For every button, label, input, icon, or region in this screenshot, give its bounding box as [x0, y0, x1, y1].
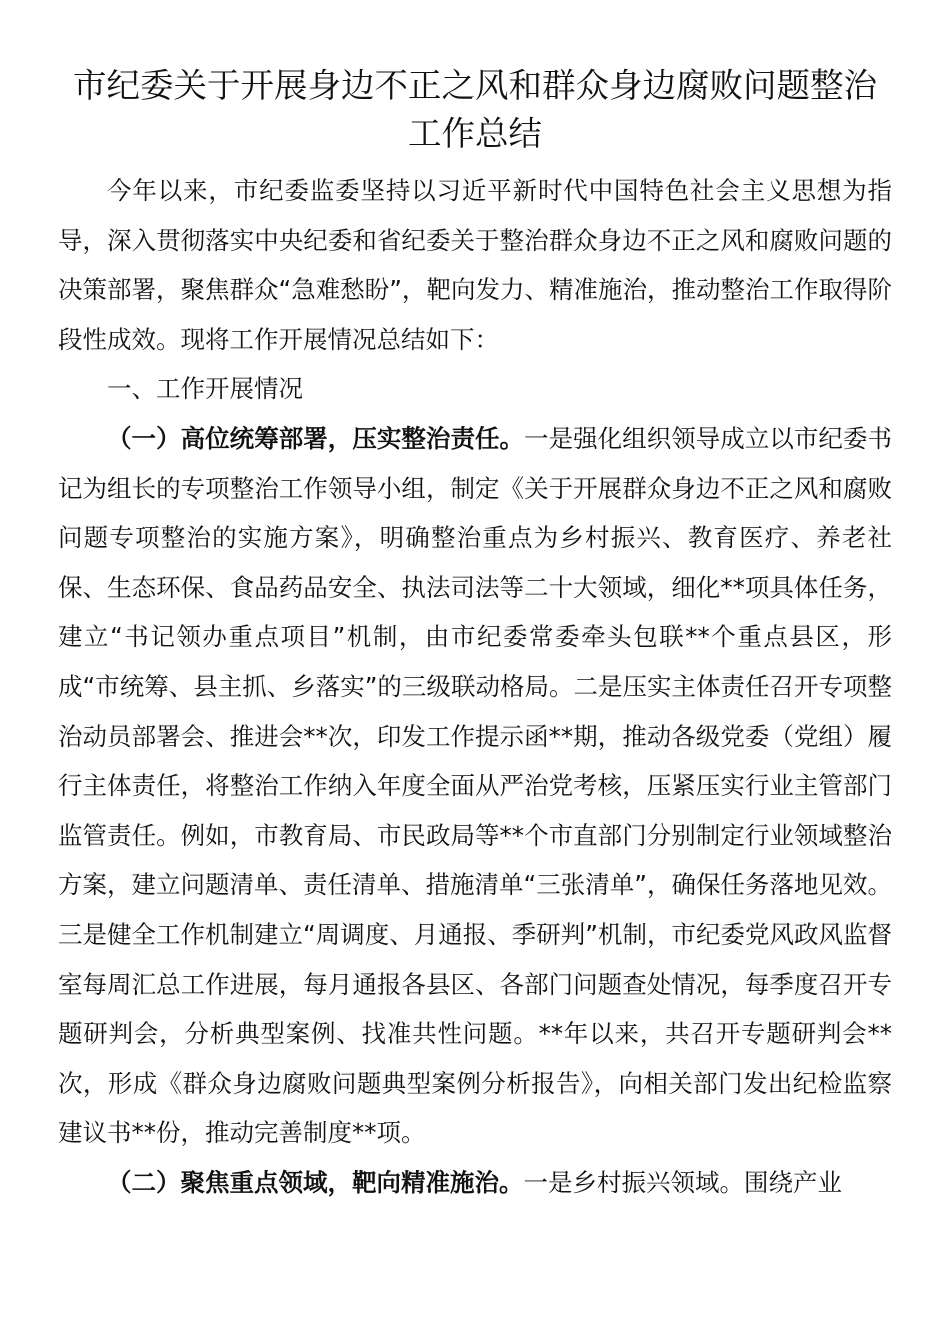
document-page: [58, 62, 892, 1207]
document-title: 市纪委关于开展身边不正之风和群众身边腐败问题整治工作总结: [73, 66, 877, 153]
part-1-lead: （一）高位统筹部署，压实整治责任。: [107, 423, 525, 453]
part-1-body: 一是强化组织领导成立以市纪委书记为组长的专项整治工作领导小组，制定《关于开展群众身边不正之风和腐败问题专项整治的实施方案》，明确整治重点为乡村振兴、教育医疗、养老社保、生态环保、食品药品安全、执法司法等二十大领域，细化**项具体任务，建立“书记领办重点项目”机制，由市纪委常委牵头包联**个重点县区，形成“市统筹、县主抓、乡落实”的三级联动格局。二是压实主体责任召开专项整治动员部署会、推进会**次，印发工作提示函**期，推动各级党委（党组）履行主体责任，将整治工作纳入年度全面从严治党考核，压紧压实行业主管部门监管责任。例如，市教育局、市民政局等**个市直部门分别制定行业领域整治方案，建立问题清单、责任清单、措施清单“三张清单”，确保任务落地见效。三是健全工作机制建立“周调度、月通报、季研判”机制，市纪委党风政风监督室每周汇总工作进展，每月通报各县区、各部门问题查处情况，每季度召开专题研判会，分析典型案例、找准共性问题。**年以来，共召开专题研判会**次，形成《群众身边腐败问题典型案例分析报告》，向相关部门发出纪检监察建议书**份，推动完善制度**项。: [58, 423, 892, 1148]
intro-paragraph: 今年以来，市纪委监委坚持以习近平新时代中国特色社会主义思想为指导，深入贯彻落实中央纪委和省纪委关于整治群众身边不正之风和腐败问题的决策部署，聚焦群众“急难愁盼”，靶向发力、精准施治，推动整治工作取得阶段性成效。现将工作开展情况总结如下：: [58, 176, 892, 354]
section-heading-work-status: 一、工作开展情况: [107, 374, 303, 404]
paragraph-part-2: [58, 1158, 892, 1208]
part-2-body: 一是乡村振兴领域。围绕产业: [523, 1167, 842, 1197]
paragraph-part-1: [58, 414, 892, 1158]
part-2-lead: （二）聚焦重点领域，靶向精准施治。: [107, 1167, 524, 1197]
